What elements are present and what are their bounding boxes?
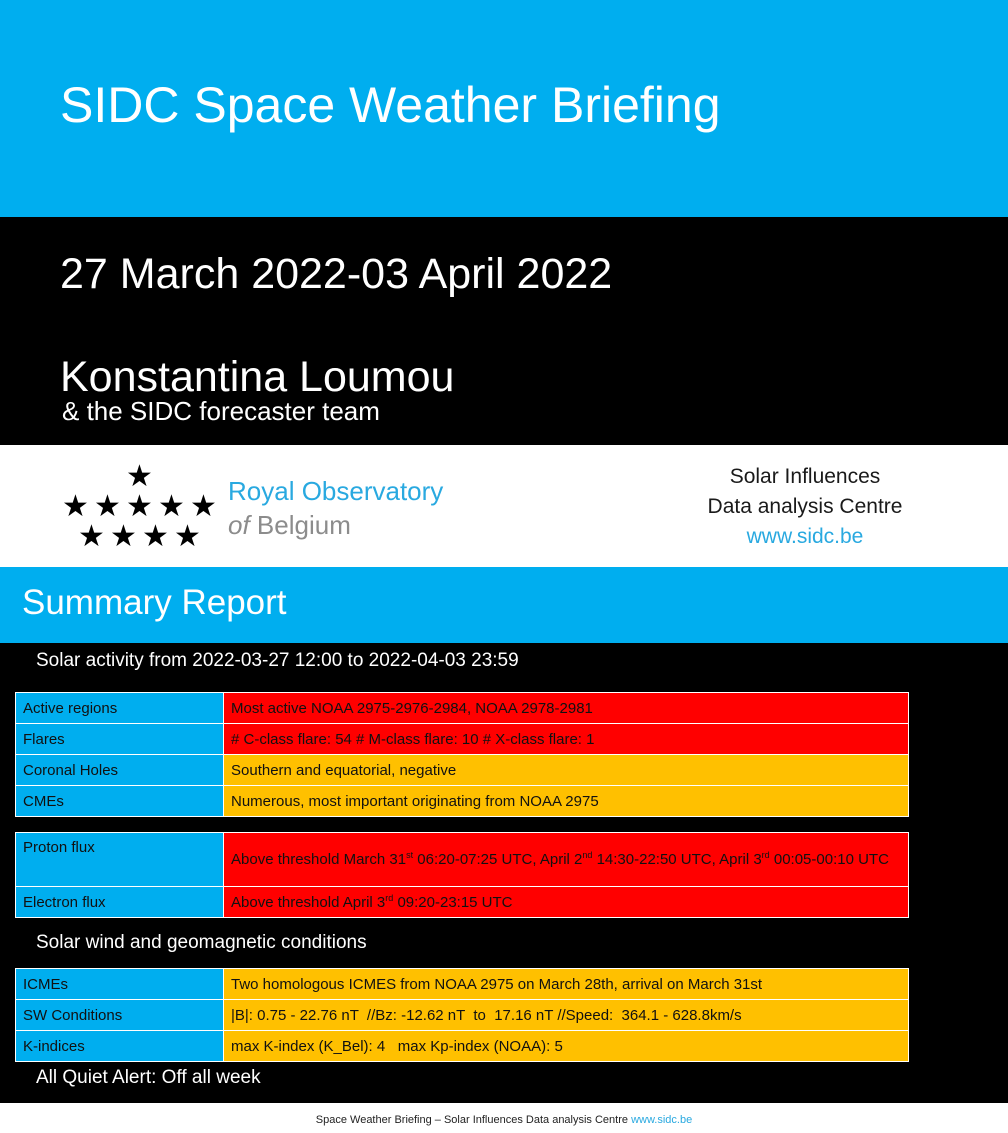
ordinal: nd <box>582 850 593 860</box>
row-value: Two homologous ICMES from NOAA 2975 on March 28th, arrival on March 31st <box>224 969 909 1000</box>
row-label: SW Conditions <box>16 1000 224 1031</box>
proton-flux-value <box>224 833 909 887</box>
sidc-line2: Data analysis Centre <box>707 495 903 518</box>
electron-flux-value <box>224 887 909 918</box>
all-quiet-alert: All Quiet Alert: Off all week <box>36 1067 261 1088</box>
summary-title: Summary Report <box>22 583 287 622</box>
row-label: Coronal Holes <box>16 755 224 786</box>
solar-activity-table <box>15 692 909 817</box>
solar-activity-heading: Solar activity from 2022-03-27 12:00 to 2022-04-03 23:59 <box>36 650 519 671</box>
rob-stars-logo-icon: ★ ★ ★ ★ ★ ★ ★ ★ ★ ★ <box>62 460 217 553</box>
footer <box>0 1114 1008 1126</box>
table-row <box>16 755 909 786</box>
table-row <box>16 1031 909 1062</box>
briefing-period: 27 March 2022-03 April 2022 <box>60 250 613 298</box>
sidc-line1: Solar Influences <box>729 465 881 488</box>
text-part: Above threshold April 3 <box>231 893 386 911</box>
rob-name-line2 <box>228 510 351 541</box>
text-part: Above threshold March 31 <box>231 851 407 868</box>
solar-wind-heading: Solar wind and geomagnetic conditions <box>36 932 367 953</box>
table-row <box>16 887 909 918</box>
row-value: |B|: 0.75 - 22.76 nT //Bz: -12.62 nT to 17.16 nT //Speed: 364.1 - 628.8km/s <box>224 1000 909 1031</box>
table-row <box>16 724 909 755</box>
row-value: Southern and equatorial, negative <box>224 755 909 786</box>
row-value: Numerous, most important originating from NOAA 2975 <box>224 786 909 817</box>
row-label: K-indices <box>16 1031 224 1062</box>
row-label: Active regions <box>16 693 224 724</box>
row-label: Electron flux <box>16 887 224 918</box>
table-row <box>16 1000 909 1031</box>
rob-name-line1: Royal Observatory <box>228 476 444 506</box>
text-part: 00:05-00:10 UTC <box>769 851 889 868</box>
solar-wind-table <box>15 968 909 1062</box>
footer-link[interactable]: www.sidc.be <box>631 1114 693 1126</box>
row-label: CMEs <box>16 786 224 817</box>
page-title: SIDC Space Weather Briefing <box>60 77 721 133</box>
sidc-link[interactable]: www.sidc.be <box>746 525 864 548</box>
author-name: Konstantina Loumou <box>60 353 455 401</box>
text-part: 06:20-07:25 UTC, April 2 <box>413 851 583 868</box>
table-row <box>16 693 909 724</box>
row-label: ICMEs <box>16 969 224 1000</box>
footer-text: Space Weather Briefing – Solar Influences Data analysis Centre <box>315 1114 629 1126</box>
table-row <box>16 969 909 1000</box>
row-label: Proton flux <box>16 833 224 887</box>
sidc-block <box>690 462 920 552</box>
ordinal: rd <box>761 850 770 860</box>
text-part: 09:20-23:15 UTC <box>393 893 513 911</box>
row-label: Flares <box>16 724 224 755</box>
rob-of: of <box>228 510 250 540</box>
text-part: 14:30-22:50 UTC, April 3 <box>592 851 762 868</box>
particle-flux-table <box>15 832 909 918</box>
author-team: & the SIDC forecaster team <box>62 396 380 426</box>
ordinal: rd <box>385 892 394 903</box>
rob-country: Belgium <box>256 510 351 540</box>
row-value: Most active NOAA 2975-2976-2984, NOAA 2978-2981 <box>224 693 909 724</box>
ordinal: st <box>406 850 414 860</box>
table-row <box>16 833 909 887</box>
row-value: max K-index (K_Bel): 4 max Kp-index (NOAA): 5 <box>224 1031 909 1062</box>
table-row <box>16 786 909 817</box>
row-value: # C-class flare: 54 # M-class flare: 10 # X-class flare: 1 <box>224 724 909 755</box>
